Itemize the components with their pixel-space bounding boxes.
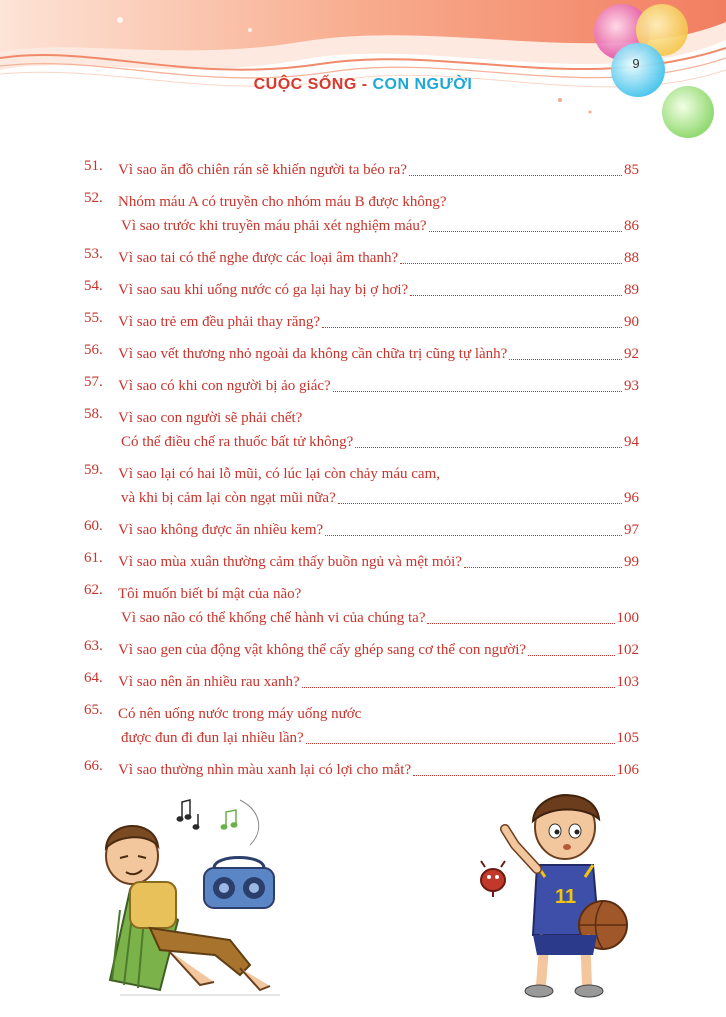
toc-entry-text: Nhóm máu A có truyền cho nhóm máu B được không? (118, 194, 447, 210)
toc-entry-number: 57. (84, 374, 103, 390)
toc-entry-text: Tôi muốn biết bí mật của não? (118, 586, 302, 602)
radio-icon (204, 858, 274, 909)
germ-icon (481, 861, 505, 897)
toc-entry-line (118, 214, 639, 238)
toc-entry[interactable] (84, 374, 639, 398)
toc-page-number: 100 (616, 610, 639, 626)
toc-entry-line (118, 430, 639, 454)
toc-entry-line (118, 670, 639, 694)
toc-entry-number: 63. (84, 638, 103, 654)
toc-entry-line (118, 374, 639, 398)
toc-leader-dots (464, 567, 622, 568)
toc-entry-number: 56. (84, 342, 103, 358)
boy-figure (505, 795, 627, 997)
toc-entry[interactable] (84, 582, 639, 630)
toc-page-number: 86 (624, 218, 639, 234)
title-separator: - (356, 76, 373, 93)
toc-entry-text: Vì sao nên ăn nhiều rau xanh? (118, 674, 300, 690)
toc-entry-line (118, 342, 639, 366)
toc-leader-dots (338, 503, 622, 504)
toc-entry-text: Vì sao con người sẽ phải chết? (118, 410, 303, 426)
toc-entry-line (118, 310, 639, 334)
toc-entry-number: 54. (84, 278, 103, 294)
toc-page-number: 105 (616, 730, 639, 746)
toc-entry-number: 65. (84, 702, 103, 718)
page-number: 9 (632, 56, 640, 71)
toc-entry-text: Có nên uống nước trong máy uống nước (118, 706, 362, 722)
toc-leader-dots (413, 775, 614, 776)
toc-entry-number: 59. (84, 462, 103, 478)
toc-entry-line (118, 606, 639, 630)
music-notes-icon (177, 800, 259, 845)
toc-leader-dots (325, 535, 622, 536)
toc-leader-dots (409, 175, 622, 176)
toc-entry-line (118, 518, 639, 542)
toc-entry-line (118, 638, 639, 662)
table-of-contents (84, 158, 639, 782)
toc-entry-line (118, 278, 639, 302)
toc-entry-text: Vì sao không được ăn nhiều kem? (118, 522, 324, 538)
toc-entry[interactable] (84, 190, 639, 238)
toc-entry-text: Vì sao não có thể khống chế hành vi của chúng ta? (121, 610, 426, 626)
toc-leader-dots (355, 447, 622, 448)
toc-page-number: 99 (624, 554, 639, 570)
toc-entry[interactable] (84, 638, 639, 662)
toc-leader-dots (410, 295, 622, 296)
toc-entry[interactable] (84, 550, 639, 574)
toc-entry[interactable] (84, 518, 639, 542)
toc-entry-number: 58. (84, 406, 103, 422)
toc-leader-dots (528, 655, 614, 656)
toc-leader-dots (429, 231, 622, 232)
toc-entry-text: Vì sao mùa xuân thường cảm thấy buồn ngủ và mệt mỏi? (118, 554, 462, 570)
toc-entry-line (118, 726, 639, 750)
toc-entry-line (118, 702, 639, 726)
toc-entry-text: Có thể điều chế ra thuốc bất tử không? (121, 434, 354, 450)
toc-leader-dots (400, 263, 622, 264)
toc-leader-dots (427, 623, 614, 624)
toc-leader-dots (322, 327, 622, 328)
toc-page-number: 106 (616, 762, 639, 778)
toc-entry[interactable] (84, 246, 639, 270)
toc-entry[interactable] (84, 310, 639, 334)
toc-entry-line (118, 550, 639, 574)
toc-entry-text: Vì sao ăn đồ chiên rán sẽ khiến người ta béo ra? (118, 162, 407, 178)
toc-entry-text: Vì sao sau khi uống nước có ga lại hay bị ợ hơi? (118, 282, 409, 298)
toc-leader-dots (306, 743, 615, 744)
toc-leader-dots (333, 391, 622, 392)
toc-entry-number: 60. (84, 518, 103, 534)
toc-entry[interactable] (84, 406, 639, 454)
toc-entry-number: 62. (84, 582, 103, 598)
toc-entry[interactable] (84, 670, 639, 694)
toc-entry-number: 64. (84, 670, 103, 686)
toc-entry-line (118, 758, 639, 782)
toc-entry-line (118, 462, 639, 486)
toc-entry[interactable] (84, 758, 639, 782)
toc-entry[interactable] (84, 278, 639, 302)
toc-entry-text: và khi bị cảm lại còn ngạt mũi nữa? (121, 490, 336, 506)
boy-with-ball-illustration (475, 785, 655, 1010)
boy-relaxing-illustration (90, 790, 290, 1005)
toc-page-number: 96 (624, 490, 639, 506)
toc-entry-text: Vì sao gen của động vật không thể cấy ghép sang cơ thể con người? (118, 642, 527, 658)
toc-entry-text: Vì sao trẻ em đều phải thay răng? (118, 314, 321, 330)
toc-entry-text: Vì sao lại có hai lỗ mũi, có lúc lại còn chảy máu cam, (118, 466, 440, 482)
toc-entry-line (118, 582, 639, 606)
toc-page-number: 94 (624, 434, 639, 450)
boy-figure (106, 826, 280, 995)
toc-entry-number: 51. (84, 158, 103, 174)
page-header (0, 0, 726, 150)
toc-entry[interactable] (84, 158, 639, 182)
toc-page-number: 88 (624, 250, 639, 266)
toc-entry-number: 53. (84, 246, 103, 262)
toc-leader-dots (509, 359, 622, 360)
toc-page-number: 90 (624, 314, 639, 330)
title-part-1: CUỘC SỐNG (253, 76, 357, 93)
toc-leader-dots (302, 687, 615, 688)
title-part-2: CON NGƯỜI (372, 76, 473, 93)
toc-entry-line (118, 486, 639, 510)
toc-entry[interactable] (84, 462, 639, 510)
toc-entry-number: 55. (84, 310, 103, 326)
toc-entry-line (118, 158, 639, 182)
toc-entry-number: 66. (84, 758, 103, 774)
toc-entry-text: Vì sao tai có thể nghe được các loại âm thanh? (118, 250, 399, 266)
toc-page-number: 97 (624, 522, 639, 538)
toc-entry-text: Vì sao vết thương nhỏ ngoài da không cần chữa trị cũng tự lành? (118, 346, 508, 362)
toc-entry-text: Vì sao trước khi truyền máu phải xét nghiệm máu? (121, 218, 427, 234)
toc-entry-line (118, 406, 639, 430)
toc-entry-text: Vì sao có khi con người bị ảo giác? (118, 378, 331, 394)
toc-entry[interactable] (84, 702, 639, 750)
toc-page-number: 85 (624, 162, 639, 178)
toc-entry-number: 52. (84, 190, 103, 206)
toc-entry-line (118, 246, 639, 270)
toc-page-number: 92 (624, 346, 639, 362)
toc-page-number: 103 (616, 674, 639, 690)
toc-entry-text: Vì sao thường nhìn màu xanh lại có lợi cho mắt? (118, 762, 412, 778)
toc-page-number: 93 (624, 378, 639, 394)
toc-page-number: 89 (624, 282, 639, 298)
jersey-number: 11 (555, 886, 577, 908)
toc-page-number: 102 (616, 642, 639, 658)
toc-entry-number: 61. (84, 550, 103, 566)
toc-entry-line (118, 190, 639, 214)
toc-entry-text: được đun đi đun lại nhiều lần? (121, 730, 304, 746)
toc-entry[interactable] (84, 342, 639, 366)
